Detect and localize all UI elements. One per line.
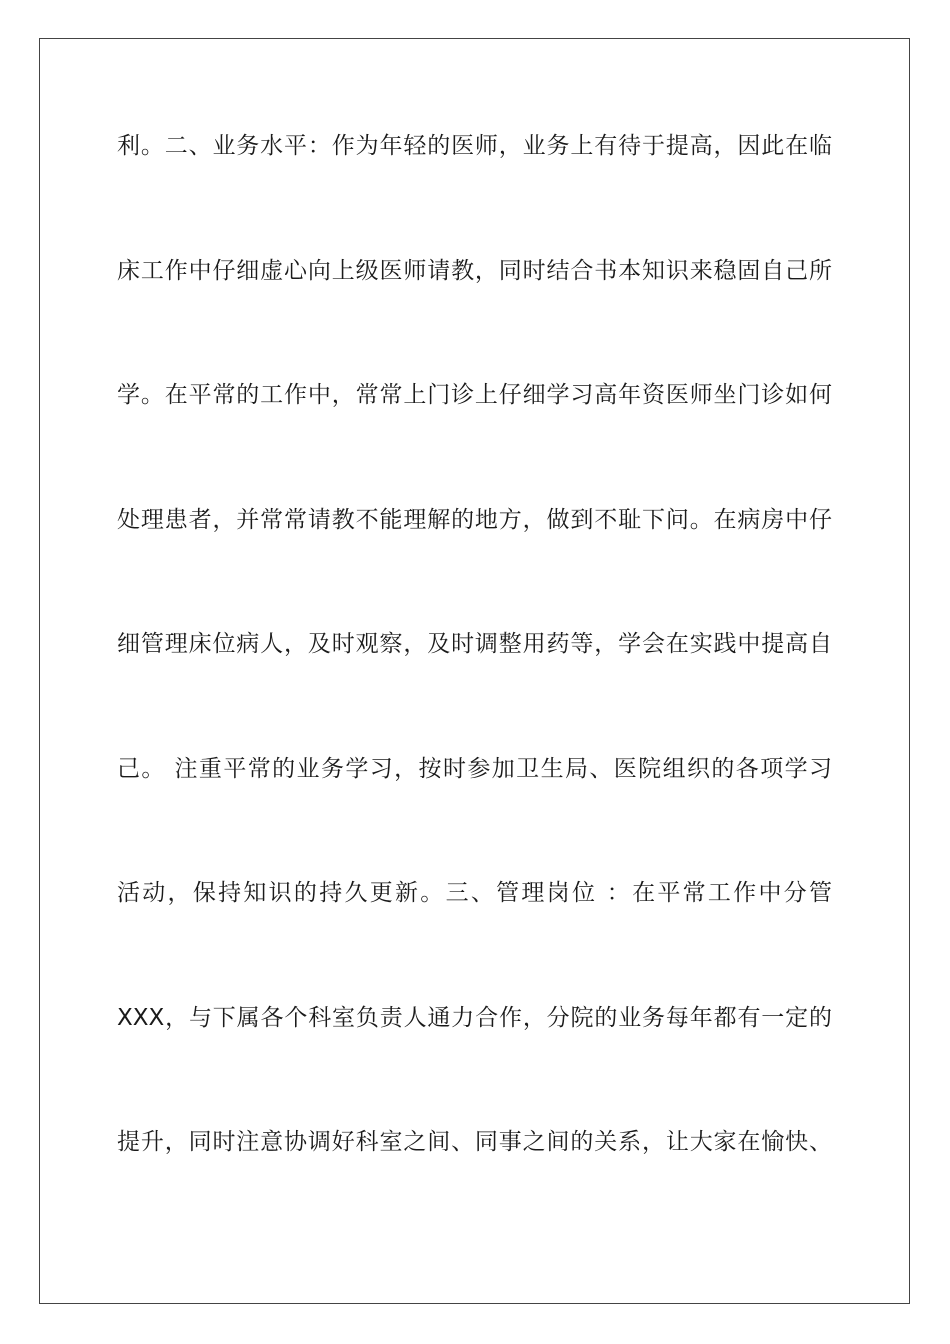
document-body	[117, 131, 832, 1252]
text-line: 床工作中仔细虚心向上级医师请教，同时结合书本知识来稳固自己所	[117, 257, 832, 284]
text-line: 提升，同时注意协调好科室之间、同事之间的关系，让大家在愉快、	[117, 1129, 832, 1155]
text-line: 己。 注重平常的业务学习，按时参加卫生局、医院组织的各项学习	[117, 755, 832, 782]
text-line: 学。在平常的工作中，常常上门诊上仔细学习高年资医师坐门诊如何	[117, 382, 832, 408]
text-line: 处理患者，并常常请教不能理解的地方，做到不耻下问。在病房中仔	[117, 506, 832, 533]
text-line: XXX，与下属各个科室负责人通力合作，分院的业务每年都有一定的	[117, 1004, 832, 1031]
text-line: 细管理床位病人，及时观察，及时调整用药等，学会在实践中提高自	[117, 631, 832, 657]
text-line: 利。二、业务水平：作为年轻的医师，业务上有待于提高，因此在临	[117, 133, 832, 159]
text-line: 活动，保持知识的持久更新。三、管理岗位 ：在平常工作中分管	[117, 880, 832, 906]
